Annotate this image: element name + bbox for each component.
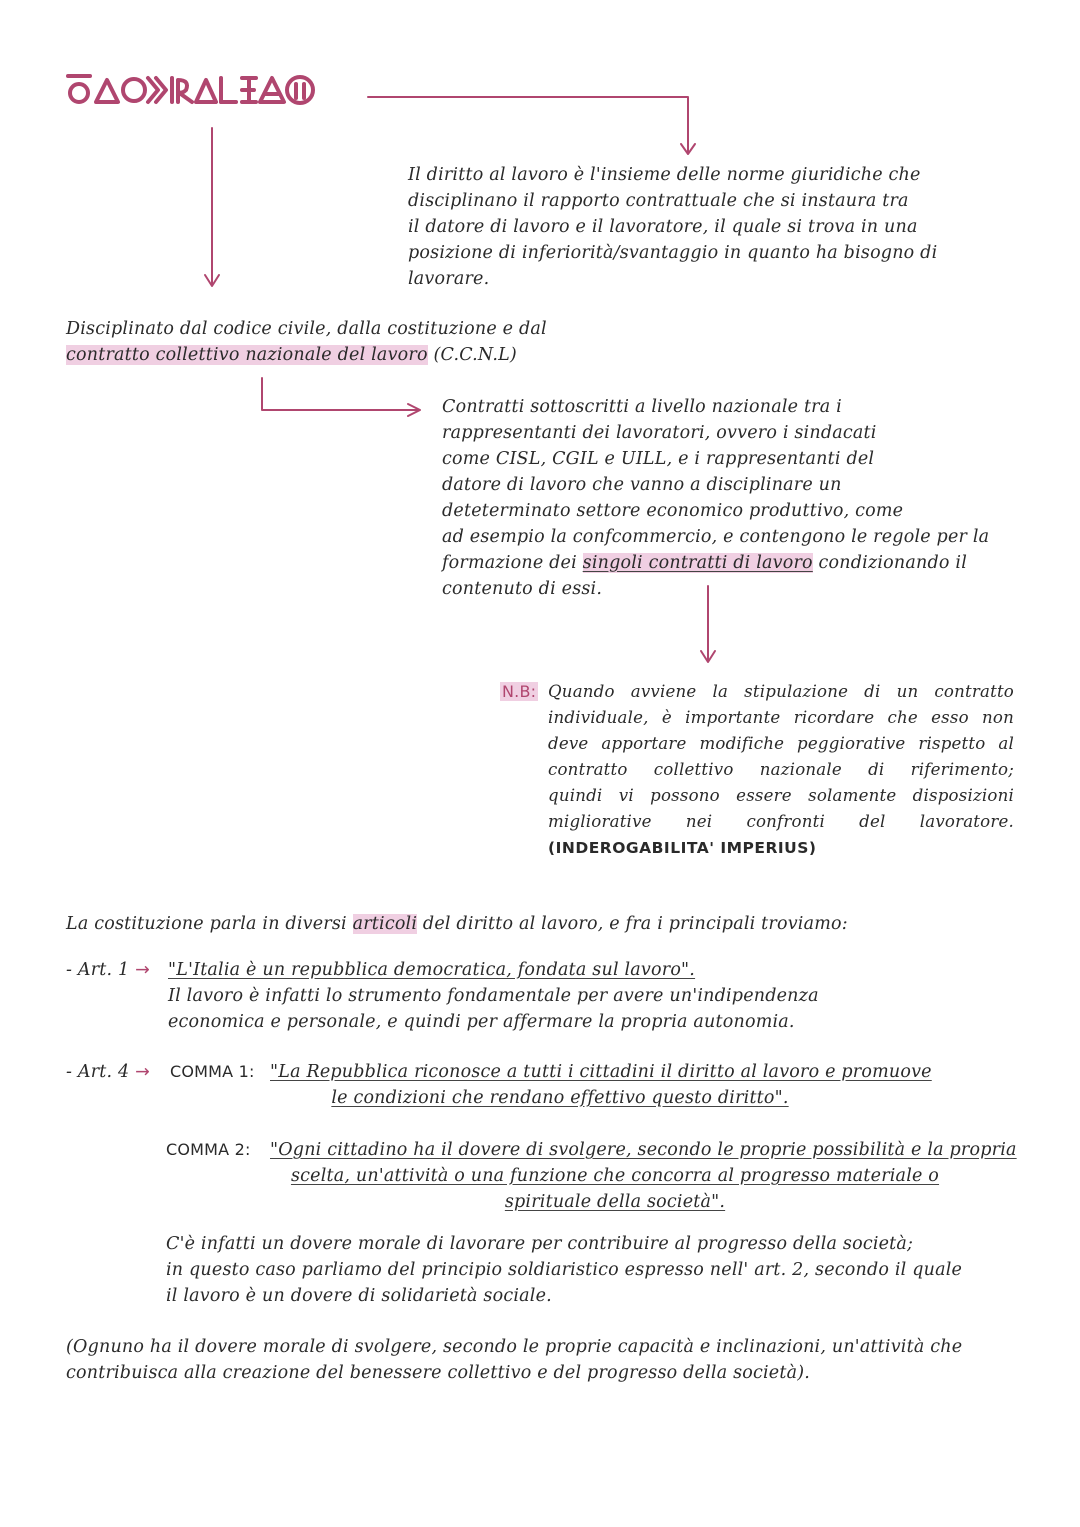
art4-comma1 [270,1059,970,1111]
closing-note [66,1334,1056,1386]
nb-line: quindi vi possono essere solamente disposizioni [548,786,1014,805]
singoli-contratti-highlight: singoli contratti di lavoro [582,553,813,573]
definition-line: disciplinano il rapporto contrattuale che si instaura tra [408,191,909,211]
ccnl-line: formazione dei [442,553,583,573]
art4-explanation [166,1231,1046,1309]
art4-comma2-label: COMMA 2: [166,1140,251,1159]
art1-quote: "L'Italia è un repubblica democratica, fondata sul lavoro". [168,960,696,980]
intro-text: La costituzione parla in diversi [66,914,353,934]
ccnl-line: come CISL, CGIL e UILL, e i rappresentanti del [442,449,875,469]
nb-line: deve apportare modifiche peggiorative rispetto al [548,734,1014,753]
comma2-quote: scelta, un'attività o una funzione che concorra al progresso materiale o [290,1166,940,1186]
definition [408,162,968,292]
explain-line: in questo caso parliamo del principio soldiaristico espresso nell' art. 2, secondo il quale [166,1260,963,1280]
ccnl-line: rappresentanti dei lavoratori, ovvero i sindacati [442,423,877,443]
closing-line: contribuisca alla creazione del benessere collettivo e del progresso della società). [66,1363,811,1383]
definition-line: posizione di inferiorità/svantaggio in quanto ha bisogno di [408,243,938,263]
ccnl-line: datore di lavoro che vanno a disciplinare un [442,475,842,495]
definition-line: Il diritto al lavoro è l'insieme delle norme giuridiche che [408,165,921,185]
nb-note [548,679,1014,861]
art4-label [66,1059,150,1085]
discipline-text [66,316,586,368]
arrow-right-icon: → [135,960,151,980]
ccnl-line: ad esempio la confcommercio, e contengono le regole per la [442,527,990,547]
comma2-quote: spirituale della società". [504,1192,726,1212]
art1-label-text: - Art. 1 [66,960,130,980]
nb-label-text: N.B: [502,682,537,701]
definition-line: lavorare. [408,269,490,289]
intro-text: del diritto al lavoro, e fra i principali troviamo: [417,914,848,934]
ccnl-highlight: contratto collettivo nazionale del lavoro [66,345,428,365]
art1-text: economica e personale, e quindi per affermare la propria autonomia. [168,1012,795,1032]
nb-line: Quando avviene la stipulazione di un contratto [548,682,1014,701]
ccnl-line: deteterminato settore economico produttivo, come [442,501,904,521]
arrow-right-icon: → [135,1062,151,1082]
explain-line: C'è infatti un dovere morale di lavorare per contribuire al progresso della società; [166,1234,914,1254]
art4-label-text: - Art. 4 [66,1062,130,1082]
articoli-highlight: articoli [352,914,418,934]
nb-line: contratto collettivo nazionale di riferimento; [548,760,1014,779]
art4-comma1-label: COMMA 1: [170,1062,255,1081]
discipline-line1: Disciplinato dal codice civile, dalla costituzione e dal [66,319,547,339]
ccnl-line: Contratti sottoscritti a livello nazionale tra i [442,397,842,417]
art1-text: Il lavoro è infatti lo strumento fondamentale per avere un'indipendenza [168,986,819,1006]
art1-label [66,957,150,983]
nb-line: individuale, è importante ricordare che esso non [548,708,1014,727]
ccnl-description [442,394,1012,602]
explain-line: il lavoro è un dovere di solidarietà sociale. [166,1286,552,1306]
ccnl-line: condizionando il [812,553,967,573]
ccnl-abbrev: (C.C.N.L) [427,345,517,365]
comma2-quote: "Ogni cittadino ha il dovere di svolgere, secondo le proprie possibilità e la propria [270,1140,1017,1160]
definition-line: il datore di lavoro e il lavoratore, il quale si trova in una [408,217,918,237]
art4-comma2 [270,1137,1030,1215]
nb-line: migliorative nei confronti del lavoratore. [548,812,1014,831]
nb-label [500,679,538,705]
page-title [66,66,366,116]
ccnl-line: contenuto di essi. [442,579,603,599]
comma1-quote: le condizioni che rendano effettivo questo diritto". [331,1088,789,1108]
constitution-intro [66,911,1056,937]
closing-line: (Ognuno ha il dovere morale di svolgere, secondo le proprie capacità e inclinazioni, un'attività che [66,1337,963,1357]
nb-bold: (INDEROGABILITA' IMPERIUS) [548,839,817,857]
art1-body [168,957,1048,1035]
comma1-quote: "La Repubblica riconosce a tutti i cittadini il diritto al lavoro e promuove [270,1062,932,1082]
